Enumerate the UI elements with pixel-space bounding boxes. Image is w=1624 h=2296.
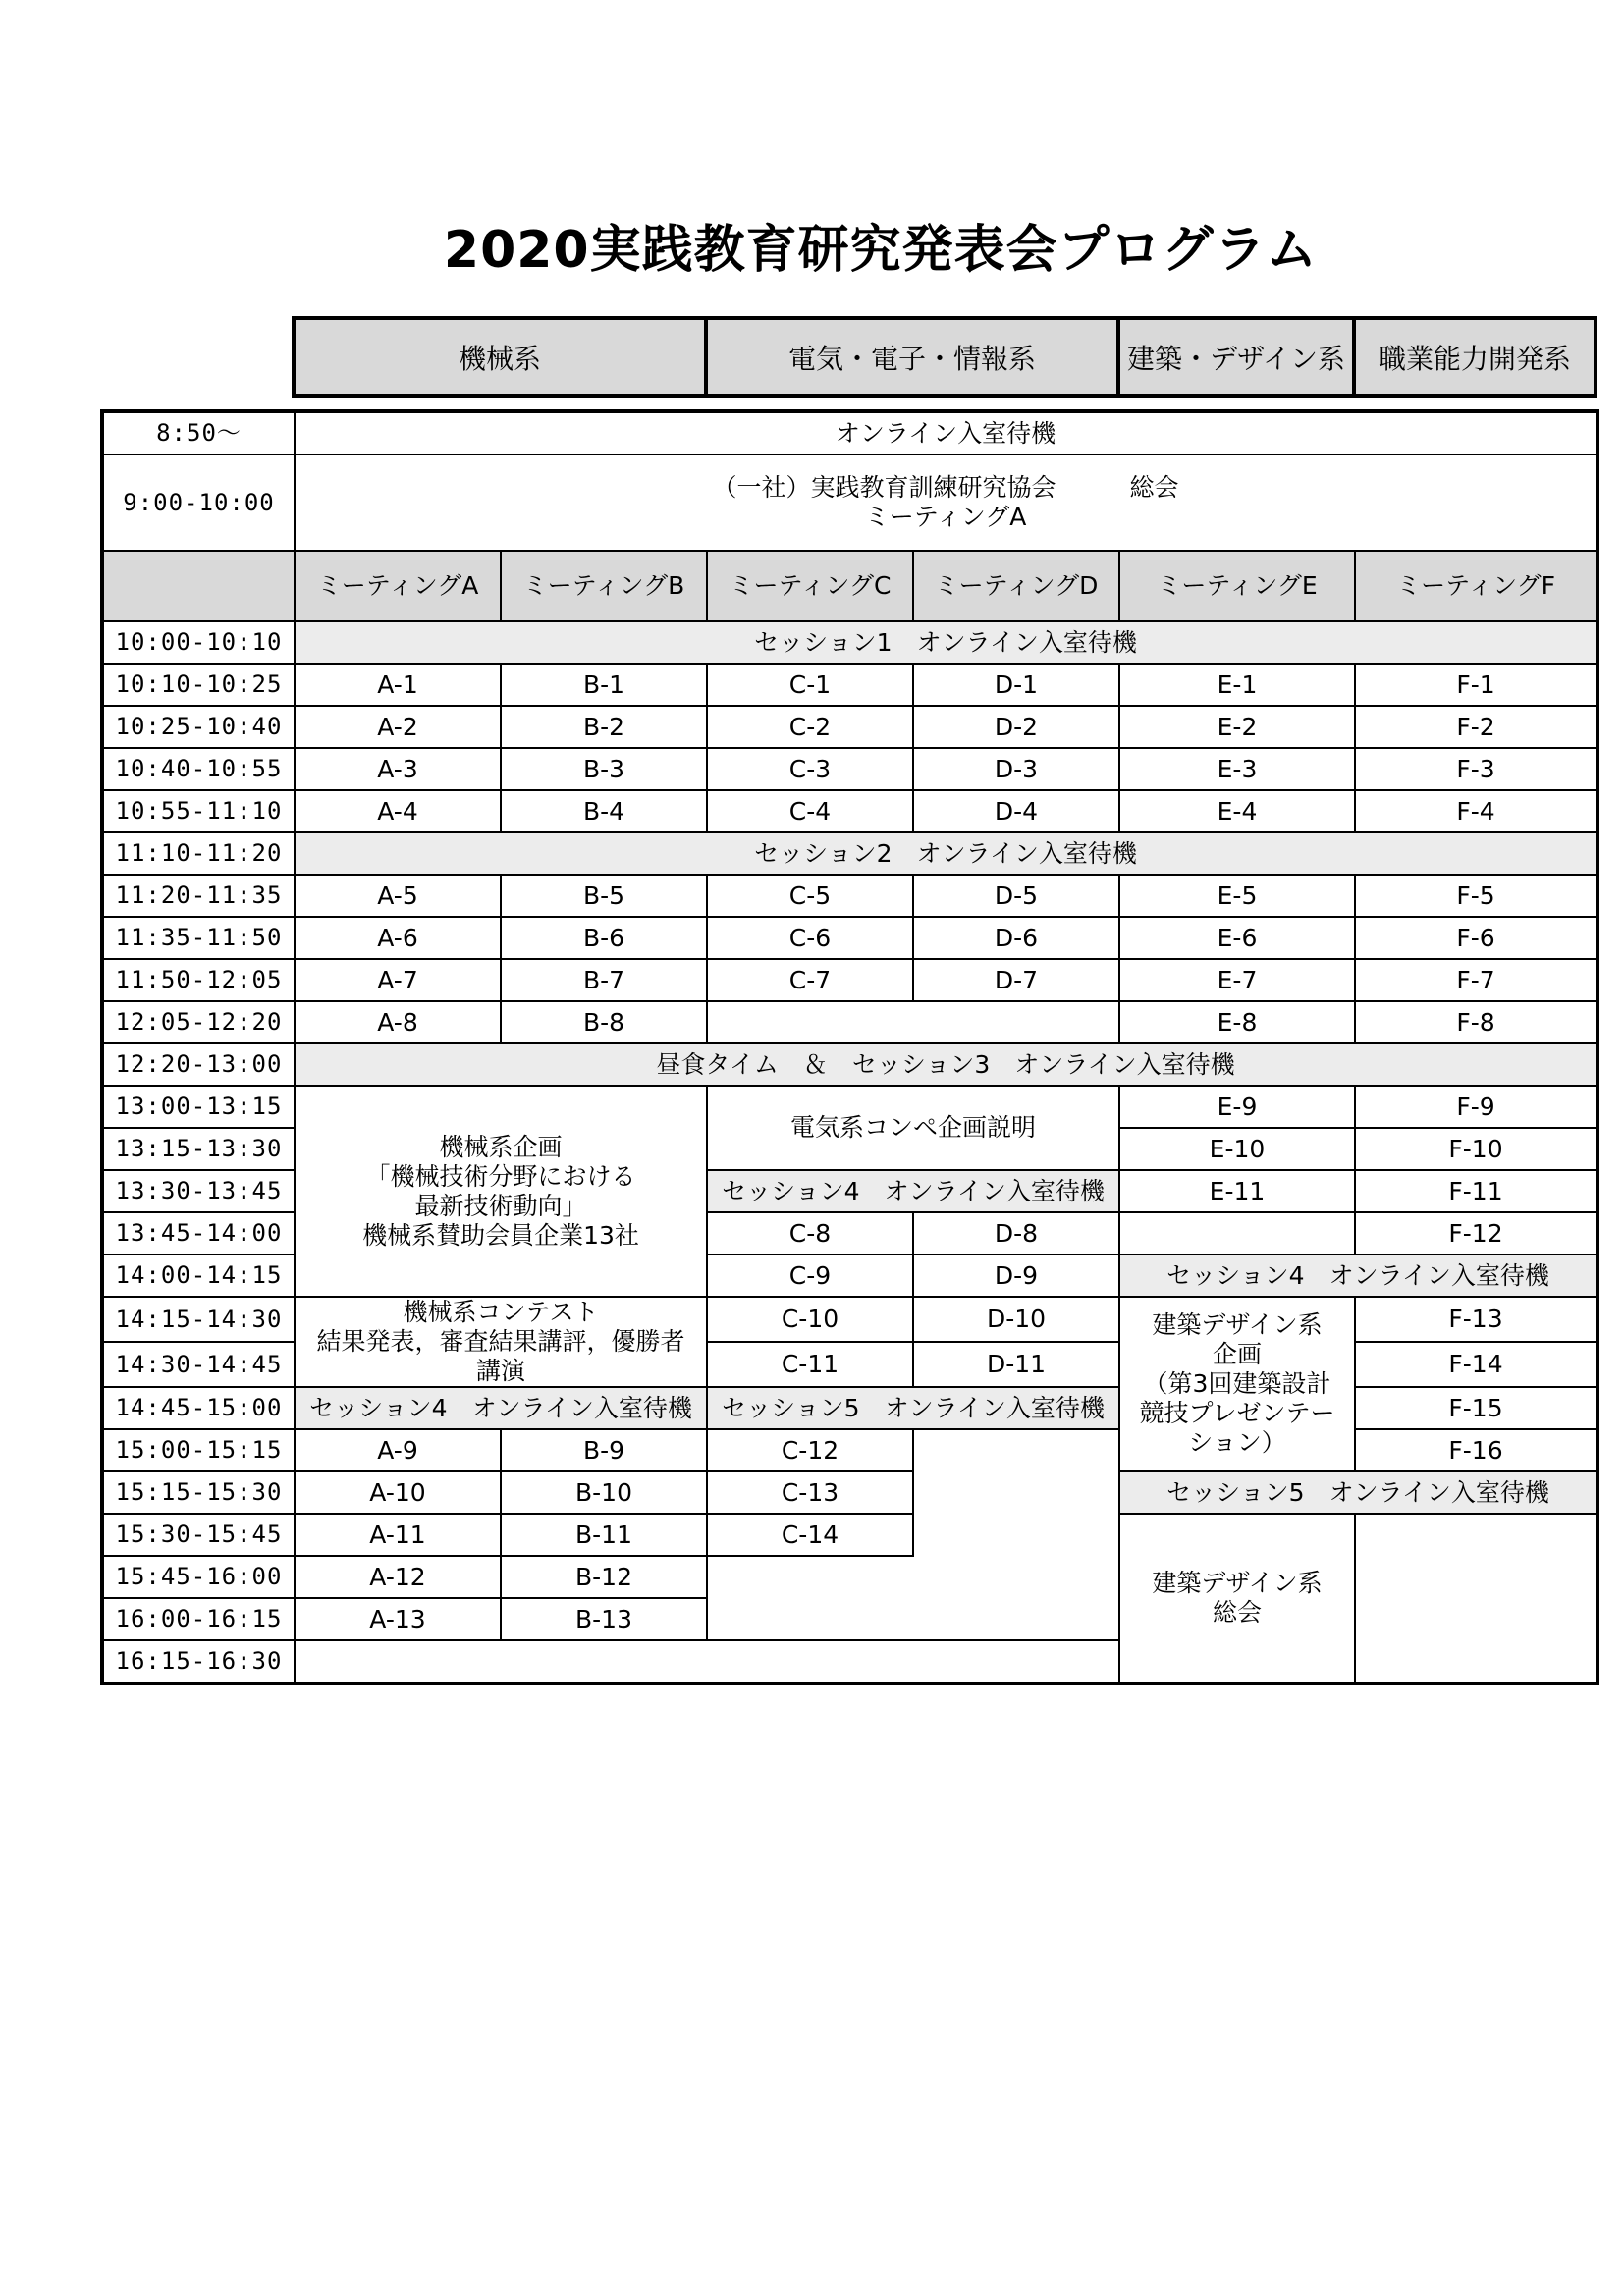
slot-cell: B-7 [501, 959, 707, 1001]
slot-cell: C-3 [707, 748, 913, 790]
slot-cell: C-10 [707, 1297, 913, 1342]
slot-cell: C-7 [707, 959, 913, 1001]
slot-cell: C-13 [707, 1471, 913, 1514]
time-cell: 12:05-12:20 [102, 1001, 295, 1043]
session-waiting-cell: セッション4 オンライン入室待機 [707, 1170, 1119, 1212]
table-row [102, 1001, 1597, 1043]
slot-cell: D-8 [913, 1212, 1119, 1255]
slot-cell: F-8 [1355, 1001, 1597, 1043]
slot-cell: D-1 [913, 664, 1119, 706]
kenchiku-soukai-line: 建築デザイン系 [1152, 1569, 1323, 1597]
meeting-a-header: ミーティングA [295, 551, 501, 621]
meeting-b-header: ミーティングB [501, 551, 707, 621]
session-waiting-cell: セッション4 オンライン入室待機 [1119, 1255, 1597, 1297]
slot-cell: D-4 [913, 790, 1119, 832]
slot-cell: D-7 [913, 959, 1119, 1001]
slot-cell: E-5 [1119, 875, 1355, 917]
empty-cell [913, 1471, 1119, 1514]
category-kikai: 機械系 [294, 318, 706, 396]
slot-cell: A-9 [295, 1429, 501, 1471]
empty-cell [1119, 1212, 1355, 1255]
table-row [102, 1471, 1597, 1514]
table-row [102, 664, 1597, 706]
slot-cell: B-5 [501, 875, 707, 917]
time-cell: 9:00-10:00 [102, 454, 295, 551]
kenchiku-kikaku-cell [1119, 1297, 1355, 1471]
table-row [102, 1387, 1597, 1429]
table-row [102, 832, 1597, 875]
kenchiku-soukai-cell [1119, 1514, 1355, 1683]
time-cell: 12:20-13:00 [102, 1043, 295, 1086]
session-waiting-cell: セッション1 オンライン入室待機 [295, 621, 1597, 664]
slot-cell: B-4 [501, 790, 707, 832]
slot-cell: A-7 [295, 959, 501, 1001]
kikai-contest-line: 結果発表，審査結果講評，優勝者 [316, 1327, 685, 1356]
slot-cell: F-6 [1355, 917, 1597, 959]
session-waiting-cell: セッション4 オンライン入室待機 [295, 1387, 707, 1429]
slot-cell: E-3 [1119, 748, 1355, 790]
table-row [102, 1297, 1597, 1342]
table-row [102, 748, 1597, 790]
table-row [102, 790, 1597, 832]
time-cell: 10:40-10:55 [102, 748, 295, 790]
empty-cell [913, 1556, 1119, 1598]
slot-cell: A-11 [295, 1514, 501, 1556]
slot-cell: A-10 [295, 1471, 501, 1514]
kikai-kikaku-cell [295, 1086, 707, 1297]
session-waiting-cell: セッション2 オンライン入室待機 [295, 832, 1597, 875]
slot-cell: F-3 [1355, 748, 1597, 790]
table-row [102, 411, 1597, 454]
table-row [102, 454, 1597, 551]
schedule-table [100, 409, 1599, 1685]
kikai-contest-line: 講演 [475, 1357, 525, 1385]
time-cell: 13:00-13:15 [102, 1086, 295, 1128]
slot-cell: F-9 [1355, 1086, 1597, 1128]
empty-cell [707, 1556, 913, 1598]
kikai-kikaku-line: 機械系賛助会員企業13社 [362, 1220, 639, 1250]
kikai-contest-cell [295, 1297, 707, 1387]
slot-cell: F-15 [1355, 1387, 1597, 1429]
table-row [102, 917, 1597, 959]
time-cell: 14:15-14:30 [102, 1297, 295, 1342]
meeting-c-header: ミーティングC [707, 551, 913, 621]
slot-cell: E-2 [1119, 706, 1355, 748]
table-row [102, 875, 1597, 917]
time-cell: 16:15-16:30 [102, 1640, 295, 1683]
table-row [102, 1043, 1597, 1086]
slot-cell: F-16 [1355, 1429, 1597, 1471]
slot-cell: E-7 [1119, 959, 1355, 1001]
session-waiting-cell: セッション5 オンライン入室待機 [1119, 1471, 1597, 1514]
kikai-kikaku-line: 最新技術動向」 [414, 1191, 587, 1220]
category-shokugyo: 職業能力開発系 [1354, 318, 1596, 396]
slot-cell: E-11 [1119, 1170, 1355, 1212]
denki-compe-cell: 電気系コンペ企画説明 [707, 1086, 1119, 1170]
meeting-f-header: ミーティングF [1355, 551, 1597, 621]
time-cell: 11:50-12:05 [102, 959, 295, 1001]
slot-cell: A-2 [295, 706, 501, 748]
slot-cell: E-1 [1119, 664, 1355, 706]
category-kenchiku: 建築・デザイン系 [1118, 318, 1354, 396]
slot-cell: A-12 [295, 1556, 501, 1598]
slot-cell: B-12 [501, 1556, 707, 1598]
meeting-header-row [102, 551, 1597, 621]
time-cell: 10:55-11:10 [102, 790, 295, 832]
slot-cell: A-13 [295, 1598, 501, 1640]
slot-cell: C-8 [707, 1212, 913, 1255]
slot-cell: E-6 [1119, 917, 1355, 959]
table-row [102, 706, 1597, 748]
slot-cell: A-5 [295, 875, 501, 917]
time-cell: 10:00-10:10 [102, 621, 295, 664]
slot-cell: F-14 [1355, 1342, 1597, 1387]
table-row [102, 1429, 1597, 1471]
time-cell: 15:30-15:45 [102, 1514, 295, 1556]
slot-cell: B-6 [501, 917, 707, 959]
time-cell: 14:30-14:45 [102, 1342, 295, 1387]
empty-cell [913, 1429, 1119, 1471]
slot-cell: F-4 [1355, 790, 1597, 832]
slot-cell: C-4 [707, 790, 913, 832]
slot-cell: C-9 [707, 1255, 913, 1297]
slot-cell: C-11 [707, 1342, 913, 1387]
slot-cell: A-6 [295, 917, 501, 959]
time-cell: 10:10-10:25 [102, 664, 295, 706]
empty-cell [707, 1598, 913, 1640]
slot-cell: F-13 [1355, 1297, 1597, 1342]
time-cell: 11:35-11:50 [102, 917, 295, 959]
waiting-cell: オンライン入室待機 [295, 411, 1597, 454]
slot-cell: E-4 [1119, 790, 1355, 832]
time-cell: 14:45-15:00 [102, 1387, 295, 1429]
lunch-cell: 昼食タイム ＆ セッション3 オンライン入室待機 [295, 1043, 1597, 1086]
time-cell: 13:15-13:30 [102, 1128, 295, 1170]
time-cell: 16:00-16:15 [102, 1598, 295, 1640]
slot-cell: C-14 [707, 1514, 913, 1556]
blank-header-cell [102, 551, 295, 621]
slot-cell: A-3 [295, 748, 501, 790]
time-cell: 10:25-10:40 [102, 706, 295, 748]
time-cell: 8:50〜 [102, 411, 295, 454]
time-cell: 15:15-15:30 [102, 1471, 295, 1514]
slot-cell: C-6 [707, 917, 913, 959]
slot-cell: E-9 [1119, 1086, 1355, 1128]
time-cell: 15:45-16:00 [102, 1556, 295, 1598]
slot-cell: F-10 [1355, 1128, 1597, 1170]
slot-cell: F-1 [1355, 664, 1597, 706]
slot-cell: B-10 [501, 1471, 707, 1514]
slot-cell: B-11 [501, 1514, 707, 1556]
empty-cell [1355, 1514, 1597, 1683]
empty-cell [913, 1598, 1119, 1640]
category-denki: 電気・電子・情報系 [706, 318, 1118, 396]
slot-cell: E-8 [1119, 1001, 1355, 1043]
category-header [292, 316, 1597, 398]
kenchiku-kikaku-line: 建築デザイン系 [1152, 1310, 1323, 1339]
slot-cell: D-10 [913, 1297, 1119, 1342]
kikai-contest-line: 機械系コンテスト [403, 1298, 599, 1326]
slot-cell: F-2 [1355, 706, 1597, 748]
table-row [102, 1086, 1597, 1128]
session-waiting-cell: セッション5 オンライン入室待機 [707, 1387, 1119, 1429]
kenchiku-soukai-line: 総会 [1212, 1598, 1262, 1627]
slot-cell: C-2 [707, 706, 913, 748]
table-row [102, 959, 1597, 1001]
empty-cell [295, 1640, 1119, 1683]
slot-cell: D-5 [913, 875, 1119, 917]
slot-cell: F-5 [1355, 875, 1597, 917]
slot-cell: B-1 [501, 664, 707, 706]
slot-cell: C-1 [707, 664, 913, 706]
general-meeting-room: ミーティングA [864, 503, 1027, 531]
time-cell: 11:20-11:35 [102, 875, 295, 917]
kikai-kikaku-line: 機械系企画 [439, 1132, 563, 1161]
slot-cell: A-1 [295, 664, 501, 706]
slot-cell: F-11 [1355, 1170, 1597, 1212]
time-cell: 13:30-13:45 [102, 1170, 295, 1212]
slot-cell: D-3 [913, 748, 1119, 790]
slot-cell: A-4 [295, 790, 501, 832]
slot-cell: A-8 [295, 1001, 501, 1043]
page-title: 2020実践教育研究発表会プログラム [443, 221, 1319, 280]
slot-cell: B-9 [501, 1429, 707, 1471]
slot-cell: C-12 [707, 1429, 913, 1471]
slot-cell: E-10 [1119, 1128, 1355, 1170]
slot-cell: F-7 [1355, 959, 1597, 1001]
table-row [102, 621, 1597, 664]
general-meeting-cell [295, 454, 1597, 551]
slot-cell: B-3 [501, 748, 707, 790]
slot-cell: F-12 [1355, 1212, 1597, 1255]
slot-cell: C-5 [707, 875, 913, 917]
general-meeting-title: （一社）実践教育訓練研究協会 総会 [712, 473, 1179, 502]
time-cell: 15:00-15:15 [102, 1429, 295, 1471]
time-cell: 13:45-14:00 [102, 1212, 295, 1255]
slot-cell: B-8 [501, 1001, 707, 1043]
table-row [102, 1514, 1597, 1556]
kenchiku-kikaku-line: ション） [1188, 1428, 1286, 1457]
kikai-kikaku-line: 「機械技術分野における [365, 1161, 636, 1191]
kenchiku-kikaku-line: 競技プレゼンテー [1139, 1399, 1335, 1427]
slot-cell: B-2 [501, 706, 707, 748]
slot-cell: D-6 [913, 917, 1119, 959]
empty-cell [707, 1001, 1119, 1043]
meeting-e-header: ミーティングE [1119, 551, 1355, 621]
slot-cell: D-2 [913, 706, 1119, 748]
meeting-d-header: ミーティングD [913, 551, 1119, 621]
empty-cell [913, 1514, 1119, 1556]
time-cell: 14:00-14:15 [102, 1255, 295, 1297]
kenchiku-kikaku-line: （第3回建築設計 [1143, 1369, 1331, 1398]
time-cell: 11:10-11:20 [102, 832, 295, 875]
slot-cell: D-9 [913, 1255, 1119, 1297]
kenchiku-kikaku-line: 企画 [1212, 1340, 1262, 1368]
slot-cell: D-11 [913, 1342, 1119, 1387]
slot-cell: B-13 [501, 1598, 707, 1640]
